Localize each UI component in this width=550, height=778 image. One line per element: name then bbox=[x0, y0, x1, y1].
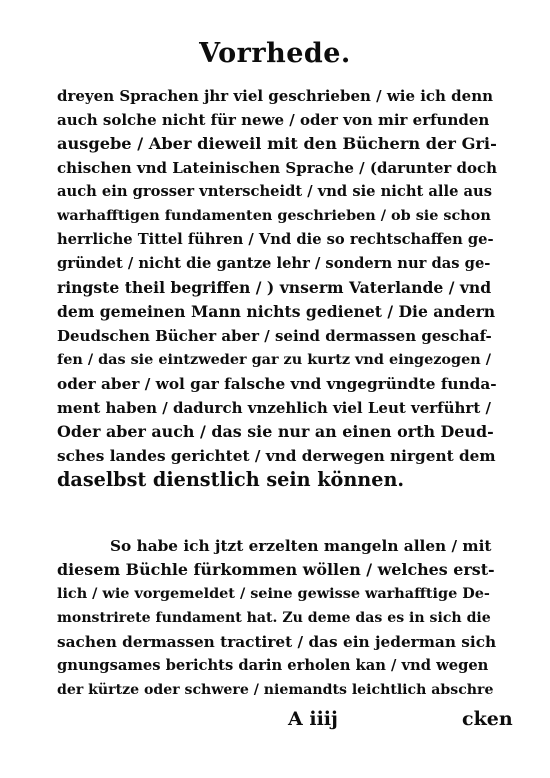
text-line: ringste theil begriffen / ) vnserm Vaterlande / vnd bbox=[57, 278, 492, 297]
text-line: auch solche nicht für newe / oder von mir erfunden bbox=[57, 111, 490, 129]
text-line: warhafftigen fundamenten geschrieben / ob sie schon bbox=[57, 207, 491, 224]
text-line: herrliche Tittel führen / Vnd die so rechtschaffen ge- bbox=[57, 231, 494, 248]
text-line: der kürtze oder schwere / niemandts leichtlich abschre bbox=[57, 682, 494, 698]
page-title: Vorrhede. bbox=[199, 38, 351, 69]
signature-mark: A iiij bbox=[288, 708, 338, 730]
text-line: sachen dermassen tractiret / das ein jederman sich bbox=[57, 633, 497, 651]
text-line: daselbst dienstlich sein können. bbox=[57, 468, 405, 491]
text-line: gründet / nicht die gantze lehr / sondern nur das ge- bbox=[57, 255, 491, 272]
text-line: monstrirete fundament hat. Zu deme das es in sich die bbox=[57, 610, 491, 626]
text-line: oder aber / wol gar falsche vnd vngegründte funda- bbox=[57, 375, 497, 393]
text-line: So habe ich jtzt erzelten mangeln allen / mit bbox=[110, 537, 492, 555]
text-line: chischen vnd Lateinischen Sprache / (darunter doch bbox=[57, 159, 497, 177]
text-line: fen / das sie eintzweder gar zu kurtz vnd eingezogen / bbox=[57, 351, 491, 368]
text-line: ment haben / dadurch vnzehlich viel Leut verführt / bbox=[57, 399, 491, 417]
text-line: diesem Büchle fürkommen wöllen / welches erst- bbox=[57, 560, 495, 579]
text-line: sches landes gerichtet / vnd derwegen nirgent dem bbox=[57, 447, 496, 465]
text-line: lich / wie vorgemeldet / seine gewisse warhafftige De- bbox=[57, 585, 490, 602]
text-line: gnungsames berichts darin erholen kan / vnd wegen bbox=[57, 657, 489, 674]
catchword: cken bbox=[462, 708, 513, 730]
text-line: auch ein grosser vnterscheidt / vnd sie nicht alle aus bbox=[57, 183, 493, 200]
text-line: dem gemeinen Mann nichts gedienet / Die andern bbox=[57, 302, 496, 321]
text-line: dreyen Sprachen jhr viel geschrieben / wie ich denn bbox=[57, 87, 494, 105]
text-line: Oder aber auch / das sie nur an einen orth Deud- bbox=[57, 422, 494, 441]
text-line: Deudschen Bücher aber / seind dermassen geschaf- bbox=[57, 327, 492, 345]
text-line: ausgebe / Aber dieweil mit den Büchern der Gri- bbox=[57, 134, 497, 153]
